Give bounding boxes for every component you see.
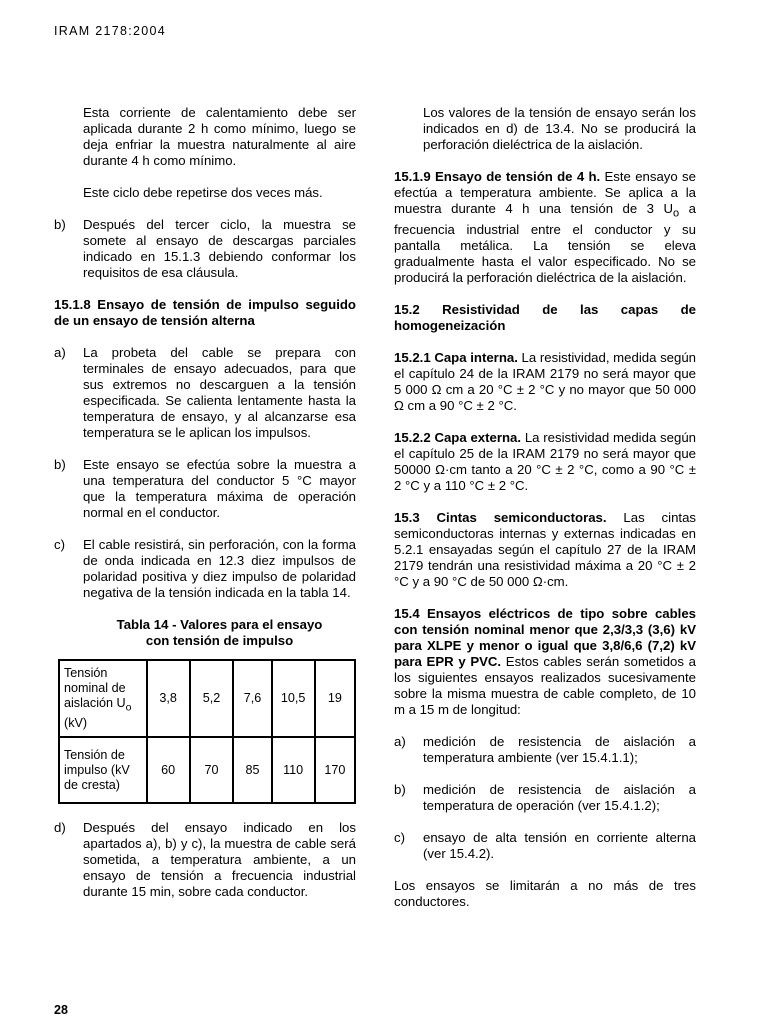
heading-15-1-8: 15.1.8 Ensayo de tensión de impulso seguido de un ensayo de tensión alterna [54, 297, 356, 328]
paragraph-test-voltage-values: Los valores de la tensión de ensayo serán los indicados en d) de 13.4. No se producirá la perforación dieléctrica de la aislación. [423, 105, 696, 152]
document-header: IRAM 2178:2004 [54, 24, 167, 38]
table-14-caption [83, 617, 356, 649]
table-cell: 110 [272, 737, 315, 803]
section-15-1-9: 15.1.9 Ensayo de tensión de 4 h. Este ensayo se efectúa a temperatura ambiente. Se aplica a la muestra durante 4 h una tensión de 3 $U_o$ a frecuencia industrial entre el conductor y su pantalla metálica. La tensión se eleva gradualmente hasta el valor especificado. No se producirá la perforación dieléctrica de la aislación. [394, 169, 696, 285]
list-label: b) [394, 781, 406, 797]
table-cell: 7,6 [233, 660, 271, 737]
list-item-d-ac-test [54, 820, 356, 900]
list-label: b) [54, 217, 66, 232]
section-15-2-2: 15.2.2 Capa externa. La resistividad medida según el capítulo 25 de la IRAM 2179 no será mayor que 50000 Ω·cm tanto a 20 °C ± 2 °C, como a 90 °C ± 2 °C y a 110 °C ± 2 °C. [394, 429, 696, 493]
table-row-nominal-voltage [59, 660, 355, 737]
table-cell: 70 [190, 737, 234, 803]
table-cell: 3,8 [147, 660, 190, 737]
paragraph-heating-current: Esta corriente de calentamiento debe ser aplicada durante 2 h como mínimo, luego se deja enfriar la muestra naturalmente al aire durante 4 h como mínimo. [83, 105, 356, 168]
left-column [54, 105, 356, 900]
list-text: Después del ensayo indicado en los apartados a), b) y c), la muestra de cable será sometida, a temperatura ambiente, a un ensayo de tensión a frecuencia industrial durante 15 min, sobre cada conductor. [83, 820, 356, 899]
right-column [394, 105, 696, 910]
section-15-4: 15.4 Ensayos eléctricos de tipo sobre cables con tensión nominal menor que 2,3/3,3 (3,6) kV para XLPE y menor o igual que 3,8/6,6 (7,2) kV para EPR y PVC. Estos cables serán sometidos a los siguientes ensayos realizados sucesivamente sobre la misma muestra de cable completo, de 10 m a 15 m de longitud: [394, 605, 696, 717]
list-text: Después del tercer ciclo, la muestra se somete al ensayo de descargas parciales indicado en 15.1.3 debiendo conformar los requisitos de esa cláusula. [83, 217, 356, 280]
section-15-2-1: 15.2.1 Capa interna. La resistividad, medida según el capítulo 24 de la IRAM 2179 no será mayor que 5 000 Ω cm a 20 °C ± 2 °C y no mayor que 50 000 Ω cm a 90 °C ± 2 °C. [394, 349, 697, 413]
table-caption-line-2: con tensión de impulso [145, 633, 294, 648]
heading-15-2: 15.2 Resistividad de las capas de homogeneización [394, 301, 696, 333]
paragraph-repeat-cycle: Este ciclo debe repetirse dos veces más. [83, 185, 323, 200]
table-cell: 5,2 [190, 660, 234, 737]
heading-15-2-2: 15.2.2 Capa externa. [394, 429, 522, 445]
list-text: Este ensayo se efectúa sobre la muestra a una temperatura del conductor 5 °C mayor que la temperatura máxima de operación normal en el conductor. [83, 457, 356, 520]
list-label: d) [54, 820, 66, 835]
list-label: c) [394, 829, 405, 845]
table-cell: 170 [315, 737, 355, 803]
list-item-b-partial-discharge [54, 217, 356, 281]
heading-15-4: 15.4 Ensayos eléctricos de tipo sobre cables con tensión nominal menor que 2,3/3,3 (3,6) kV para XLPE y menor o igual que 3,8/6,6 (7,2) kV para EPR y PVC. [394, 605, 696, 669]
list-text: medición de resistencia de aislación a temperatura de operación (ver 15.4.1.2); [423, 781, 696, 813]
list-item-a-sample-prep [54, 345, 356, 441]
table-cell: 10,5 [272, 660, 315, 737]
heading-15-2-1: 15.2.1 Capa interna. [394, 349, 518, 365]
table-row-header: Tensión de impulso (kV de cresta) [59, 737, 147, 803]
list-text: La probeta del cable se prepara con terminales de ensayo adecuados, para que sus extremos no descarguen a la tensión especificada. Se calienta lentamente hasta la temperatura de ensayo, y al alcanzarse esa temperatura se le aplican los impulsos. [83, 345, 356, 440]
list-item-b-temperature [54, 457, 356, 521]
heading-15-3: 15.3 Cintas semiconductoras. [394, 509, 607, 525]
table-row-header: Tensión nominal de aislación $U_o$ (kV) [59, 660, 147, 737]
list-label: b) [54, 457, 66, 472]
list-item-c-high-voltage [394, 830, 696, 862]
list-label: a) [394, 733, 406, 749]
list-item-c-impulses [54, 537, 356, 601]
section-15-3: 15.3 Cintas semiconductoras. Las cintas semiconductoras internas y externas indicadas en 5.2.1 ensayadas según el capítulo 27 de la IRAM 2179 tendrán una resistividad máxima a 20 °C ± 2 °C y a 90 °C de 50 000 Ω·cm. [394, 509, 696, 589]
list-text: medición de resistencia de aislación a temperatura ambiente (ver 15.4.1.1); [423, 733, 696, 765]
table-caption-line-1: Tabla 14 - Valores para el ensayo [116, 617, 323, 632]
table-cell: 60 [147, 737, 190, 803]
list-text: ensayo de alta tensión en corriente alterna (ver 15.4.2). [423, 829, 696, 861]
list-item-b-resistance-operation [394, 782, 696, 814]
page-number: 28 [54, 1003, 68, 1017]
table-cell: 85 [233, 737, 271, 803]
table-row-impulse-voltage [59, 737, 355, 803]
table-14 [58, 659, 356, 804]
list-label: c) [54, 537, 65, 552]
list-item-a-resistance-ambient [394, 734, 696, 766]
paragraph-test-limit: Los ensayos se limitarán a no más de tres conductores. [394, 877, 696, 909]
table-cell: 19 [315, 660, 355, 737]
list-label: a) [54, 345, 66, 360]
list-text: El cable resistirá, sin perforación, con la forma de onda indicada en 12.3 diez impulsos de polaridad positiva y diez impulso de polaridad negativa de la tensión indicada en la tabla 14. [83, 537, 356, 600]
heading-15-1-9: 15.1.9 Ensayo de tensión de 4 h. [394, 169, 601, 184]
